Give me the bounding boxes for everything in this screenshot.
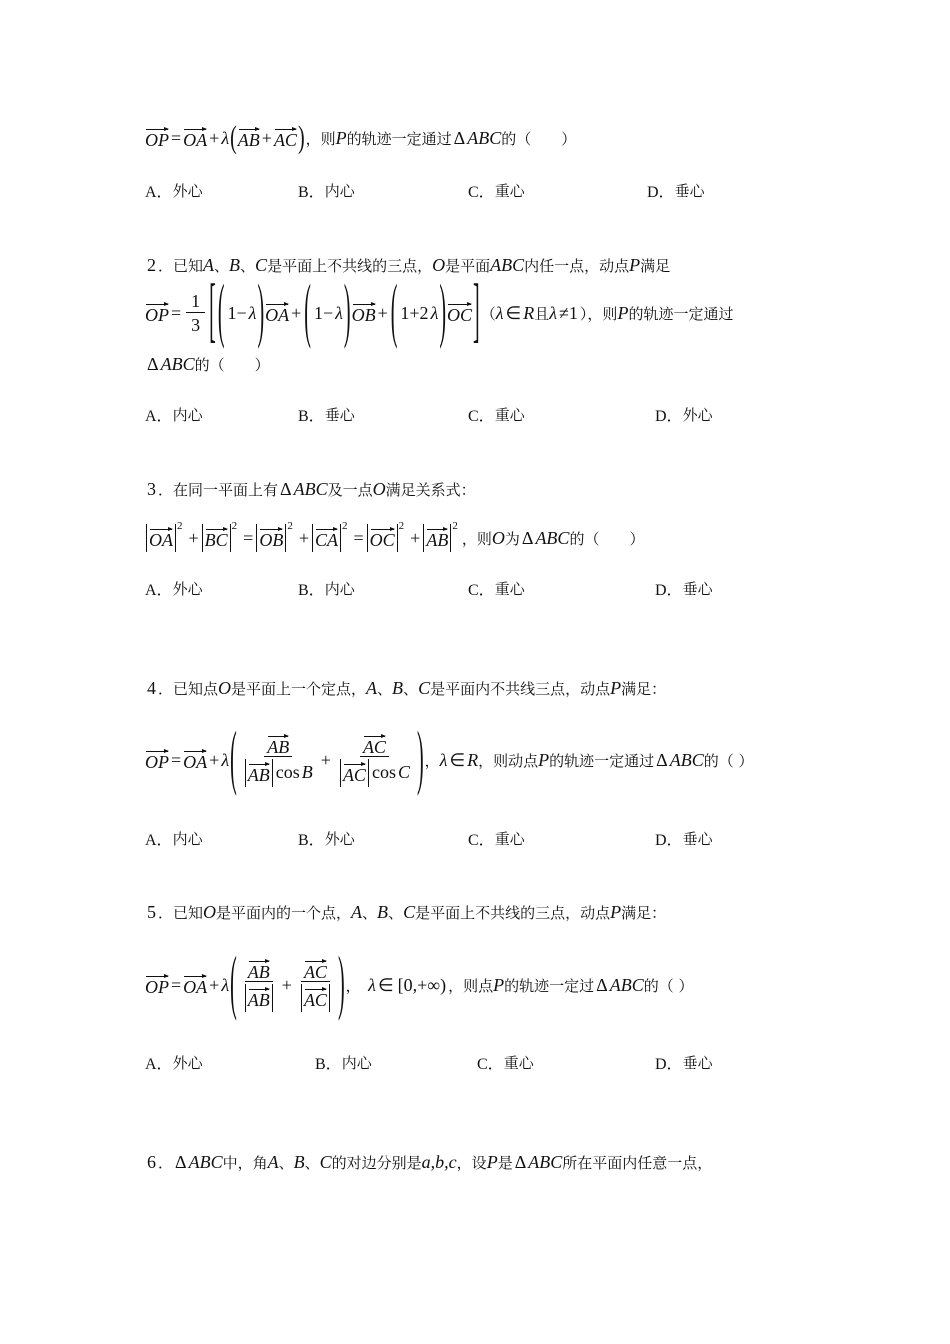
option-text: 重心 [494,579,525,598]
text-segment: 、 [403,679,419,698]
math-symbol: ≠1 [559,302,578,323]
text-segment: 、 [214,256,230,275]
fraction [186,291,205,336]
math-symbol: 4 [147,677,156,698]
math-symbol: = [243,527,254,548]
math-symbol: + [281,974,292,995]
math-symbol: Δ [280,478,292,499]
bracket: ( [230,119,237,155]
text-segment: 满足： [621,903,667,922]
option-c[interactable] [477,1050,534,1074]
math-symbol: + [209,749,220,770]
math-symbol: + [261,127,272,148]
math-symbol: 3 [147,478,156,499]
vector: OA [183,974,207,996]
math-variable: B [392,677,404,698]
math-symbol: + [291,302,302,323]
q4-formula [145,720,754,800]
vector: AC [304,959,327,981]
option-label: A． [145,831,173,849]
text-segment: ，则动点 [478,751,539,770]
math-variable: O [491,527,505,548]
math-symbol: ∈ [377,974,394,995]
text-segment: 为 [504,529,520,548]
math-symbol: Δ [514,1151,527,1172]
text-segment: ，则点 [448,976,494,995]
text-segment: 满足： [621,679,667,698]
option-c[interactable] [468,402,525,426]
text-segment: 、 [278,1153,294,1172]
option-text: 垂心 [324,405,355,424]
math-symbol: Δ [656,749,668,770]
option-label: A． [145,407,173,425]
vector: BC [205,527,228,549]
math-variable: λ [368,974,376,995]
option-label: A． [145,1055,173,1073]
option-text: 垂心 [682,829,713,848]
absolute-value [245,984,273,1012]
math-variable: C [403,901,416,922]
option-label: B． [298,831,325,849]
math-variable: ABC [528,1151,563,1172]
math-symbol: + [209,974,220,995]
option-c[interactable] [468,826,525,850]
option-d[interactable] [655,1050,713,1074]
denominator [336,757,413,787]
math-symbol: 1− [227,302,247,323]
math-symbol: = [171,974,182,995]
option-text: 外心 [324,829,355,848]
exponent: 2 [342,520,348,532]
math-variable: ABC [467,127,502,148]
option-label: B． [298,407,325,425]
option-text: 外心 [172,181,203,200]
text-segment: ．在同一平面上有 [158,480,279,499]
vector: OA [183,749,207,771]
text-segment: 内任一点，动点 [524,256,630,275]
option-label: D． [647,183,675,201]
math-variable: ABC [160,353,195,374]
q2-formula [145,273,733,353]
math-variable: P [610,901,622,922]
option-d[interactable] [655,576,713,600]
math-symbol: = [171,302,182,323]
option-text: 重心 [494,405,525,424]
text-segment: ．已知点 [158,679,219,698]
vector: OP [145,127,169,149]
option-label: C． [468,581,495,599]
math-symbol: Δ [596,974,608,995]
numerator [360,734,389,757]
numerator [301,959,330,982]
q5-formula [145,945,694,1025]
exponent: 2 [287,520,293,532]
math-symbol: + [377,302,388,323]
math-variable: P [493,974,505,995]
math-variable: P [610,677,622,698]
vector: AB [248,959,270,981]
option-label: B． [298,581,325,599]
text-segment: 是平面上一个定点， [231,679,367,698]
option-c[interactable] [468,178,525,202]
vector: OB [259,527,283,549]
option-label: C． [477,1055,504,1073]
option-label: C． [468,831,495,849]
fraction [297,959,334,1012]
option-text: 垂心 [682,579,713,598]
vector: AB [267,734,289,756]
option-a[interactable] [145,1050,203,1074]
option-text: 垂心 [682,1053,713,1072]
fraction [336,734,413,787]
text-segment: 、 [377,679,393,698]
option-c[interactable] [468,576,525,600]
bracket: ) [343,271,351,351]
math-variable: O [203,901,217,922]
math-variable: λ [495,302,504,323]
math-variable: ABC [490,254,525,275]
math-symbol: Δ [453,127,466,148]
exponent: 2 [398,520,405,532]
math-symbol: ∈ [449,749,466,770]
text-segment: 的轨迹一定过 [504,976,595,995]
text-segment: 所在平面内任意一点， [562,1153,713,1172]
text-segment: 的轨迹一定通过 [549,751,655,770]
text-segment: 、 [304,1153,320,1172]
option-d[interactable] [655,826,713,850]
math-variable: P [486,1151,498,1172]
option-label: B． [315,1055,342,1073]
vector: OA [149,527,173,549]
absolute-value [340,759,369,787]
text-segment: 、 [362,903,378,922]
text-segment: 且 [534,304,550,323]
text-segment: 的（ ） [194,355,270,374]
math-symbol: = [171,749,182,770]
math-variable: O [218,677,232,698]
math-variable: O [372,478,386,499]
option-text: 重心 [494,181,525,200]
bracket: ) [337,943,345,1023]
math-symbol: 6 [147,1151,156,1172]
option-label: B． [298,183,325,201]
math-symbol: = [353,527,364,548]
vector: AC [363,734,386,756]
option-d[interactable] [655,402,713,426]
option-label: D． [655,1055,683,1073]
math-variable: A [351,901,363,922]
text-segment: 是平面上不共线的三点，动点 [415,903,611,922]
math-variable: λ [549,302,558,323]
math-variable: B [301,762,313,782]
text-segment: 是 [497,1153,513,1172]
absolute-value [146,524,176,552]
option-label: D． [655,407,683,425]
math-variable: ABC [669,749,704,770]
absolute-value [245,759,273,787]
text-segment: ，设 [456,1153,487,1172]
math-variable: R [523,302,535,323]
math-symbol: + [209,127,220,148]
text-segment: 是平面内不共线三点，动点 [430,679,611,698]
vector: AB [248,762,270,784]
numerator [245,959,273,982]
math-symbol: cos [371,762,396,782]
q2-stem-continued [145,352,270,376]
exponent: 2 [177,520,183,532]
bracket: ( [230,718,237,798]
vector: OP [145,302,169,324]
bracket: ) [439,271,447,351]
text-segment: 满足 [640,256,671,275]
math-symbol: 1 [191,290,201,311]
math-symbol: Δ [175,1151,187,1172]
text-segment: ．已知 [158,256,204,275]
vector: OP [145,974,169,996]
fraction [241,734,316,787]
numerator [186,291,205,313]
math-variable: λ [335,302,343,323]
text-segment: 、 [388,903,404,922]
text-segment: ，则 [305,129,336,148]
absolute-value [256,524,286,552]
text-segment: 中，角 [222,1153,268,1172]
math-symbol: 2 [147,254,156,275]
math-variable: O [432,254,446,275]
text-segment: ， [345,976,369,995]
text-segment: 是平面上不共线的三点， [267,256,433,275]
option-text: 外心 [682,405,713,424]
vector: AB [238,127,260,149]
q1-formula [145,119,577,155]
absolute-value [202,524,231,552]
option-label: C． [468,183,495,201]
text-segment: 是平面 [445,256,491,275]
math-symbol: + [298,527,309,548]
math-symbol: 1+2 [400,302,429,323]
math-variable: λ [430,302,439,323]
option-b[interactable] [315,1050,372,1074]
math-variable: B [377,901,389,922]
text-segment: 满足关系式： [385,480,476,499]
text-segment: ， [424,751,440,770]
vector: AC [304,987,327,1009]
option-text: 重心 [503,1053,534,1072]
bracket: ( [390,271,398,351]
fraction [241,959,277,1012]
math-symbol: Δ [521,527,534,548]
bracket: ) [416,718,424,798]
text-segment: 的对边分别是 [331,1153,422,1172]
text-segment: ），则 [579,304,618,323]
bracket: ) [297,119,305,155]
bracket: ( [230,943,237,1023]
math-variable: λ [439,749,448,770]
math-variable: R [467,749,479,770]
text-segment: ，则 [461,529,492,548]
denominator [297,982,334,1012]
vector: OC [370,527,395,549]
text-segment: 的（ ） [501,129,577,148]
exponent: 2 [452,520,458,532]
text-segment: （ [480,304,496,323]
bracket: ] [473,271,480,351]
option-text: 内心 [341,1053,372,1072]
absolute-value [312,524,341,552]
option-b[interactable] [298,826,355,850]
option-text: 重心 [494,829,525,848]
math-variable: C [319,1151,332,1172]
math-symbol: + [320,749,331,770]
math-variable: C [255,254,268,275]
option-b[interactable] [298,178,355,202]
option-label: A． [145,581,173,599]
math-symbol: + [188,527,199,548]
text-segment: 的轨迹一定通过 [346,129,452,148]
math-variable: λ [221,127,230,148]
denominator [241,757,316,787]
option-label: C． [468,407,495,425]
text-segment: ． [158,1153,174,1172]
option-text: 外心 [172,1053,203,1072]
vector: AC [274,127,297,149]
text-segment: 的（ ） [703,751,754,770]
text-segment: 的（ ） [569,529,645,548]
q3-stem [145,477,476,501]
absolute-value [367,524,398,552]
option-text: 内心 [172,405,203,424]
math-symbol: 5 [147,901,156,922]
exponent: 2 [231,520,238,532]
option-text: 内心 [324,579,355,598]
math-variable: C [418,677,431,698]
vector: AB [248,987,270,1009]
math-variable: ABC [188,1151,223,1172]
denominator [241,982,277,1012]
text-segment: ．已知 [158,903,204,922]
bracket: ( [217,271,225,351]
option-text: 内心 [324,181,355,200]
numerator [264,734,292,757]
math-symbol: [0,+∞) [397,974,447,995]
math-variable: ABC [535,527,570,548]
math-symbol: 1− [313,302,334,323]
option-label: A． [145,183,173,201]
vector: CA [315,527,338,549]
text-segment: 及一点 [327,480,373,499]
math-variable: P [629,254,641,275]
vector: AB [426,527,448,549]
option-text: 垂心 [674,181,705,200]
math-symbol: ∈ [505,302,522,323]
math-variable: P [335,127,347,148]
math-variable: a,b,c [421,1151,457,1172]
text-segment: 的轨迹一定通过 [628,304,734,323]
math-variable: B [229,254,241,275]
option-d[interactable] [647,178,705,202]
bracket: ( [304,271,311,351]
math-variable: A [267,1151,279,1172]
text-segment: 的（ ） [643,976,694,995]
option-a[interactable] [145,576,203,600]
math-symbol: 3 [191,314,201,335]
math-symbol: = [171,127,182,148]
math-variable: ABC [293,478,328,499]
vector: OP [145,749,169,771]
q4-stem [145,676,666,700]
math-variable: A [203,254,215,275]
text-segment: 、 [240,256,256,275]
bracket: ) [257,271,265,351]
option-label: D． [655,831,683,849]
math-variable: λ [248,302,257,323]
q3-formula [145,520,645,550]
math-variable: P [538,749,550,770]
q6-stem [145,1150,712,1174]
vector: OB [352,302,376,324]
bracket: [ [209,271,216,351]
option-text: 外心 [172,579,203,598]
math-variable: λ [221,749,230,770]
math-variable: ABC [609,974,644,995]
math-symbol: cos [275,762,300,782]
math-variable: P [617,302,629,323]
math-variable: B [293,1151,305,1172]
math-symbol: Δ [147,353,159,374]
math-variable: λ [221,974,230,995]
math-symbol: + [410,527,421,548]
vector: OC [447,302,472,324]
option-text: 内心 [172,829,203,848]
absolute-value [423,524,451,552]
math-variable: A [366,677,378,698]
q5-stem [145,900,666,924]
option-b[interactable] [298,576,355,600]
math-variable: C [397,762,410,782]
option-a[interactable] [145,402,203,426]
option-label: D． [655,581,683,599]
vector: OA [265,302,289,324]
text-segment: 是平面内的一个点， [216,903,352,922]
vector: OA [183,127,207,149]
option-a[interactable] [145,826,203,850]
option-b[interactable] [298,402,355,426]
absolute-value [301,984,330,1012]
option-a[interactable] [145,178,203,202]
denominator [186,313,205,336]
vector: AC [343,762,366,784]
